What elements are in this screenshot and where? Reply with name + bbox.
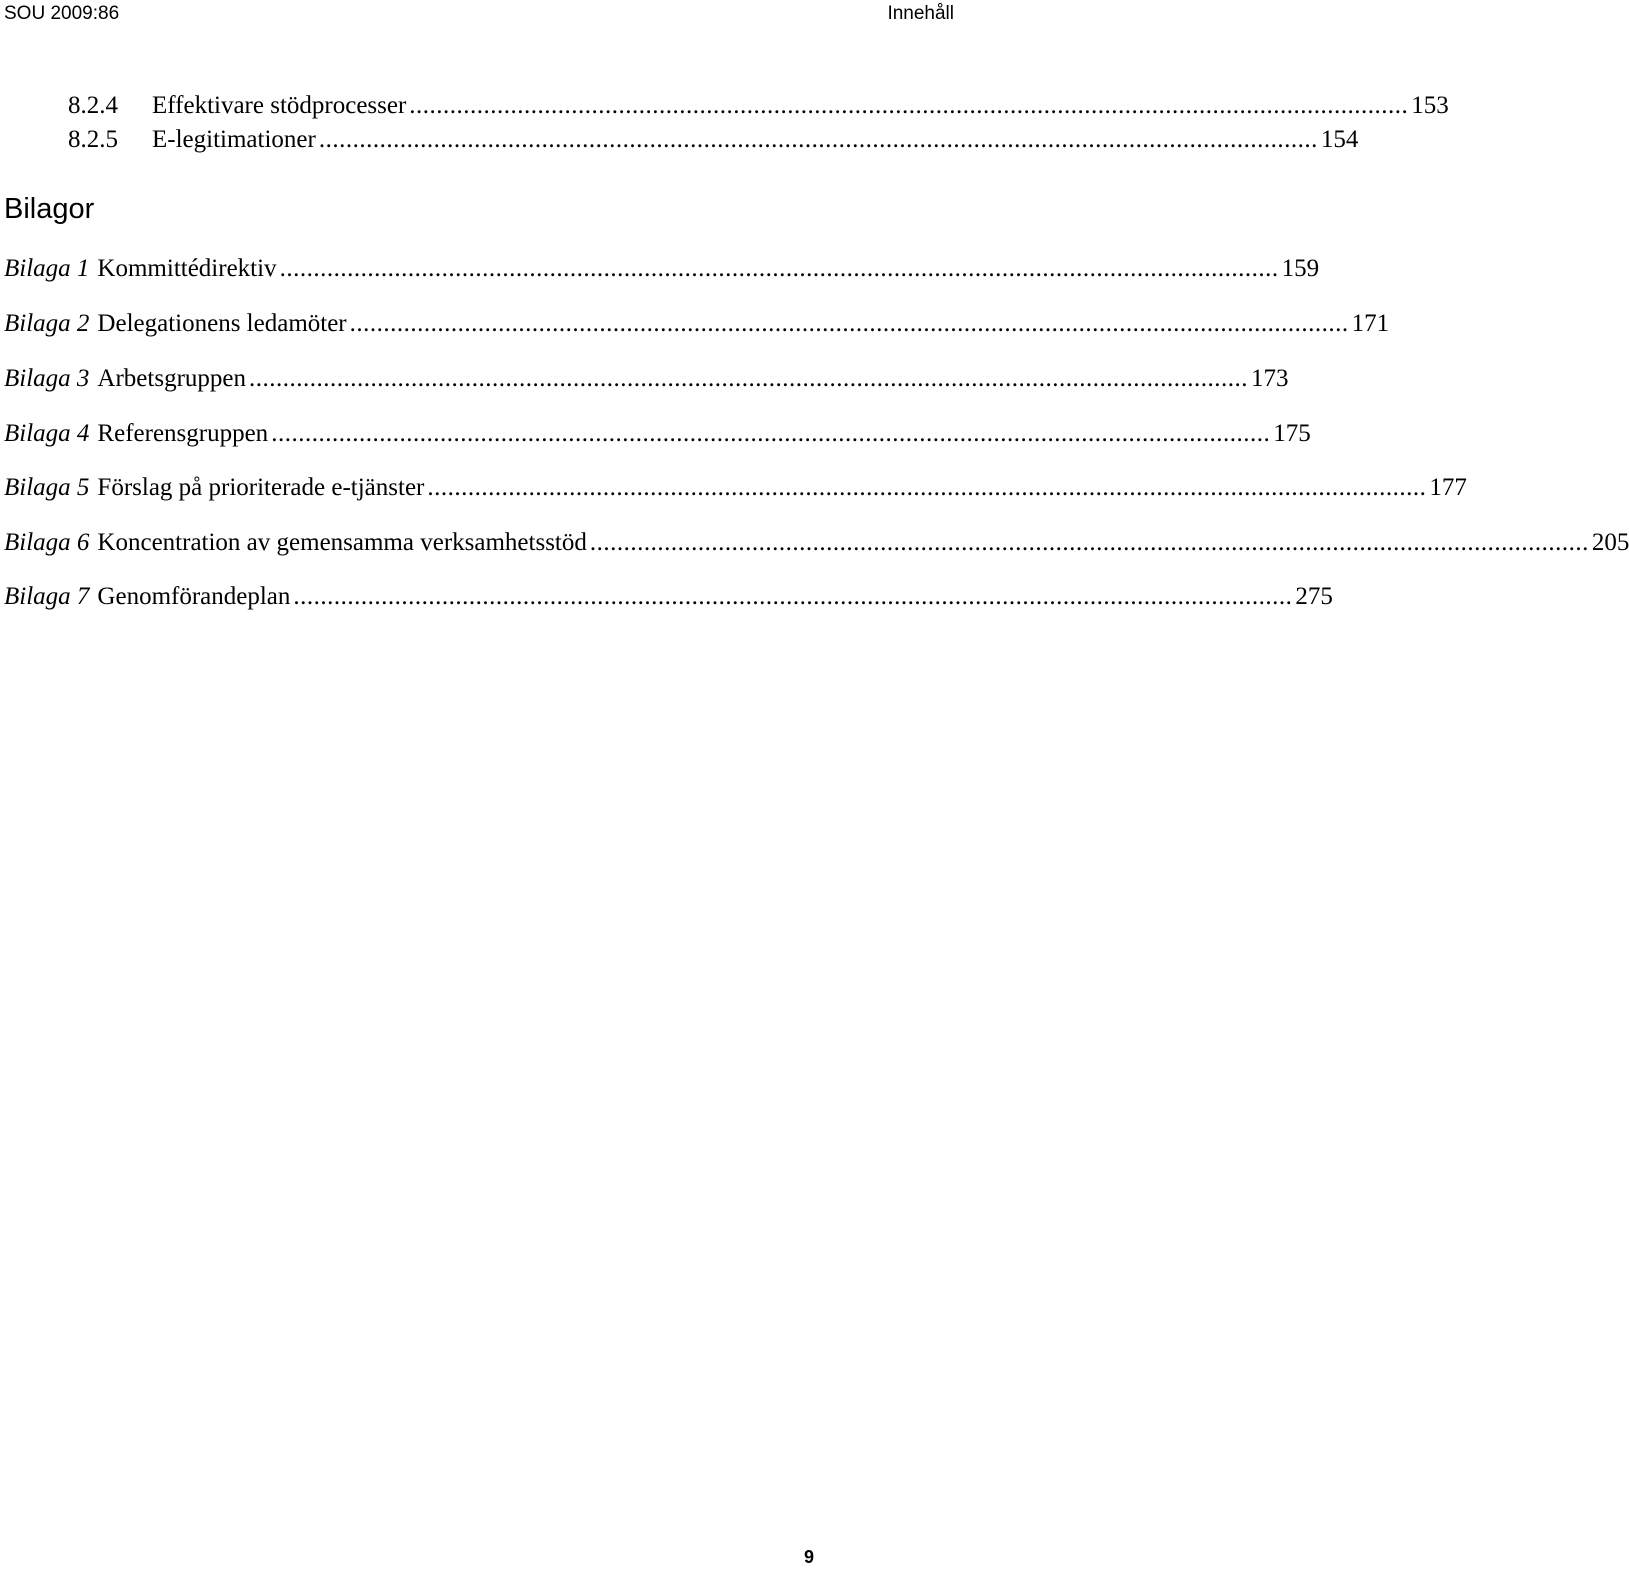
toc-entry-number: 8.2.5 bbox=[68, 126, 118, 153]
toc-appendix-entry[interactable] bbox=[4, 420, 1311, 452]
toc-entry-title: Effektivare stödprocesser bbox=[152, 92, 407, 119]
dot-leader: .................................................................................................................................................... bbox=[427, 474, 1427, 501]
dot-leader: .................................................................................................................................................... bbox=[279, 255, 1279, 282]
running-header-section: Innehåll bbox=[887, 3, 954, 24]
appendix-label: Bilaga 6 bbox=[4, 529, 90, 556]
appendix-title: Arbetsgruppen bbox=[97, 365, 246, 392]
toc-entry-number: 8.2.4 bbox=[68, 92, 118, 119]
toc-entry-title: E-legitimationer bbox=[152, 126, 316, 153]
appendix-page: 159 bbox=[1281, 255, 1320, 282]
appendix-label: Bilaga 5 bbox=[4, 474, 90, 501]
appendix-label: Bilaga 1 bbox=[4, 255, 90, 282]
dot-leader: .................................................................................................................................................... bbox=[589, 529, 1589, 556]
dot-leader: .................................................................................................................................................... bbox=[409, 92, 1409, 119]
appendix-page: 177 bbox=[1429, 474, 1467, 501]
running-header-document-id: SOU 2009:86 bbox=[4, 3, 120, 24]
appendix-label: Bilaga 2 bbox=[4, 310, 90, 337]
appendix-title: Förslag på prioriterade e-tjänster bbox=[97, 474, 425, 501]
toc-entry-page: 153 bbox=[1411, 92, 1449, 119]
dot-leader: .................................................................................................................................................... bbox=[271, 420, 1271, 447]
appendix-page: 275 bbox=[1295, 583, 1333, 610]
appendix-label: Bilaga 4 bbox=[4, 420, 90, 447]
toc-appendix-entry[interactable] bbox=[4, 310, 1390, 342]
appendix-title: Koncentration av gemensamma verksamhetsstöd bbox=[97, 529, 587, 556]
toc-entry-page: 154 bbox=[1320, 126, 1359, 153]
dot-leader: .................................................................................................................................................... bbox=[293, 583, 1293, 610]
toc-appendix-entry[interactable] bbox=[4, 583, 1333, 615]
toc-entry[interactable] bbox=[68, 92, 1449, 122]
page-number: 9 bbox=[803, 1547, 814, 1567]
appendix-title: Delegationens ledamöter bbox=[97, 310, 347, 337]
appendix-title: Referensgruppen bbox=[97, 420, 269, 447]
appendix-page: 173 bbox=[1251, 365, 1289, 392]
section-heading: Bilagor bbox=[4, 193, 95, 225]
toc-appendix-entry[interactable] bbox=[4, 529, 1629, 561]
appendix-label: Bilaga 3 bbox=[4, 365, 90, 392]
appendix-title: Kommittédirektiv bbox=[97, 255, 277, 282]
appendix-page: 171 bbox=[1351, 310, 1390, 337]
toc-appendix-entry[interactable] bbox=[4, 365, 1289, 397]
dot-leader: .................................................................................................................................................... bbox=[318, 126, 1318, 153]
appendix-page: 175 bbox=[1273, 420, 1311, 447]
toc-appendix-entry[interactable] bbox=[4, 255, 1320, 287]
toc-appendix-entry[interactable] bbox=[4, 474, 1467, 506]
appendix-page: 205 bbox=[1591, 529, 1629, 556]
dot-leader: .................................................................................................................................................... bbox=[249, 365, 1248, 392]
toc-entry[interactable] bbox=[68, 126, 1359, 156]
dot-leader: .................................................................................................................................................... bbox=[349, 310, 1349, 337]
appendix-label: Bilaga 7 bbox=[4, 583, 90, 610]
appendix-title: Genomförandeplan bbox=[97, 583, 291, 610]
